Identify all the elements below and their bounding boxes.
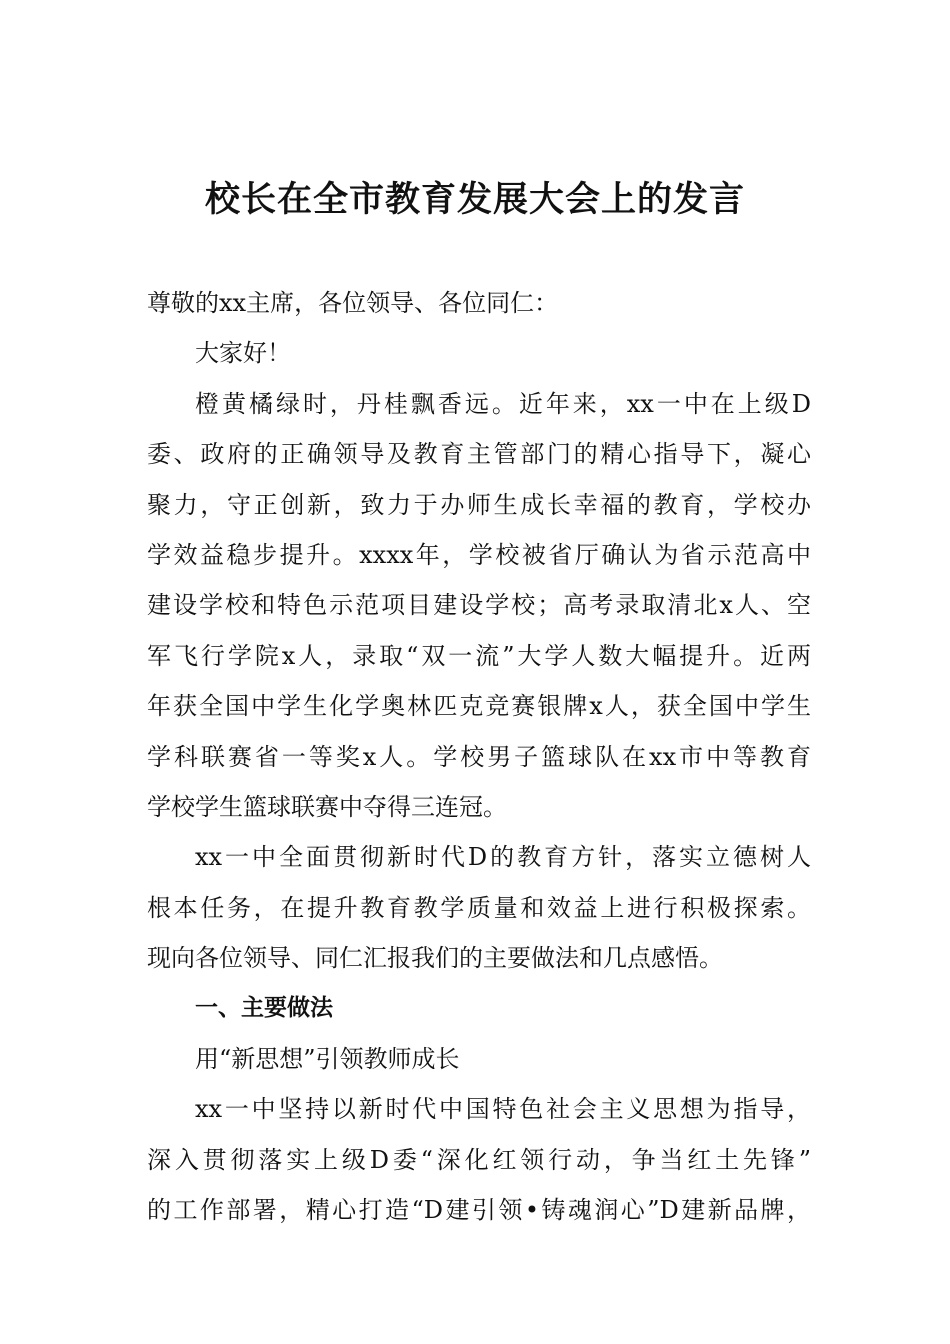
paragraph-line: 委、政府的正确领导及教育主管部门的精心指导下，凝心 bbox=[147, 440, 811, 469]
paragraph-line: xx一中全面贯彻新时代D的教育方针，落实立德树人 bbox=[195, 843, 811, 872]
section-heading: 一、主要做法 bbox=[195, 995, 333, 1022]
paragraph-line: 建设学校和特色示范项目建设学校；高考录取清北x人、空 bbox=[147, 591, 811, 620]
document-body bbox=[147, 278, 811, 1235]
paragraph-line: 军飞行学院x人，录取“双一流”大学人数大幅提升。近两 bbox=[147, 641, 811, 670]
paragraph-line: 学校学生篮球联赛中夺得三连冠。 bbox=[147, 792, 507, 821]
paragraph-line: 根本任务，在提升教育教学质量和效益上进行积极探索。 bbox=[147, 893, 811, 922]
paragraph-line: xx一中坚持以新时代中国特色社会主义思想为指导， bbox=[195, 1095, 811, 1124]
paragraph-line: 的工作部署，精心打造“D建引领•铸魂润心”D建新品牌， bbox=[147, 1196, 811, 1225]
paragraph-line: 学科联赛省一等奖x人。学校男子篮球队在xx市中等教育 bbox=[147, 742, 811, 771]
paragraph-line: 聚力，守正创新，致力于办师生成长幸福的教育，学校办 bbox=[147, 490, 811, 519]
paragraph-line: 年获全国中学生化学奥林匹克竞赛银牌x人，获全国中学生 bbox=[147, 692, 811, 721]
paragraph-line: 学效益稳步提升。xxxx年，学校被省厅确认为省示范高中 bbox=[147, 540, 811, 569]
document-title: 校长在全市教育发展大会上的发言 bbox=[204, 179, 745, 220]
paragraph-line: 大家好！ bbox=[195, 339, 291, 368]
paragraph-line: 尊敬的xx主席，各位领导、各位同仁： bbox=[147, 289, 559, 317]
paragraph-line: 深入贯彻落实上级D委“深化红领行动，争当红土先锋” bbox=[147, 1145, 811, 1174]
paragraph-line: 现向各位领导、同仁汇报我们的主要做法和几点感悟。 bbox=[147, 944, 723, 973]
paragraph-line: 用“新思想”引领教师成长 bbox=[195, 1044, 460, 1073]
paragraph-line: 橙黄橘绿时，丹桂飘香远。近年来，xx一中在上级D bbox=[195, 389, 811, 418]
